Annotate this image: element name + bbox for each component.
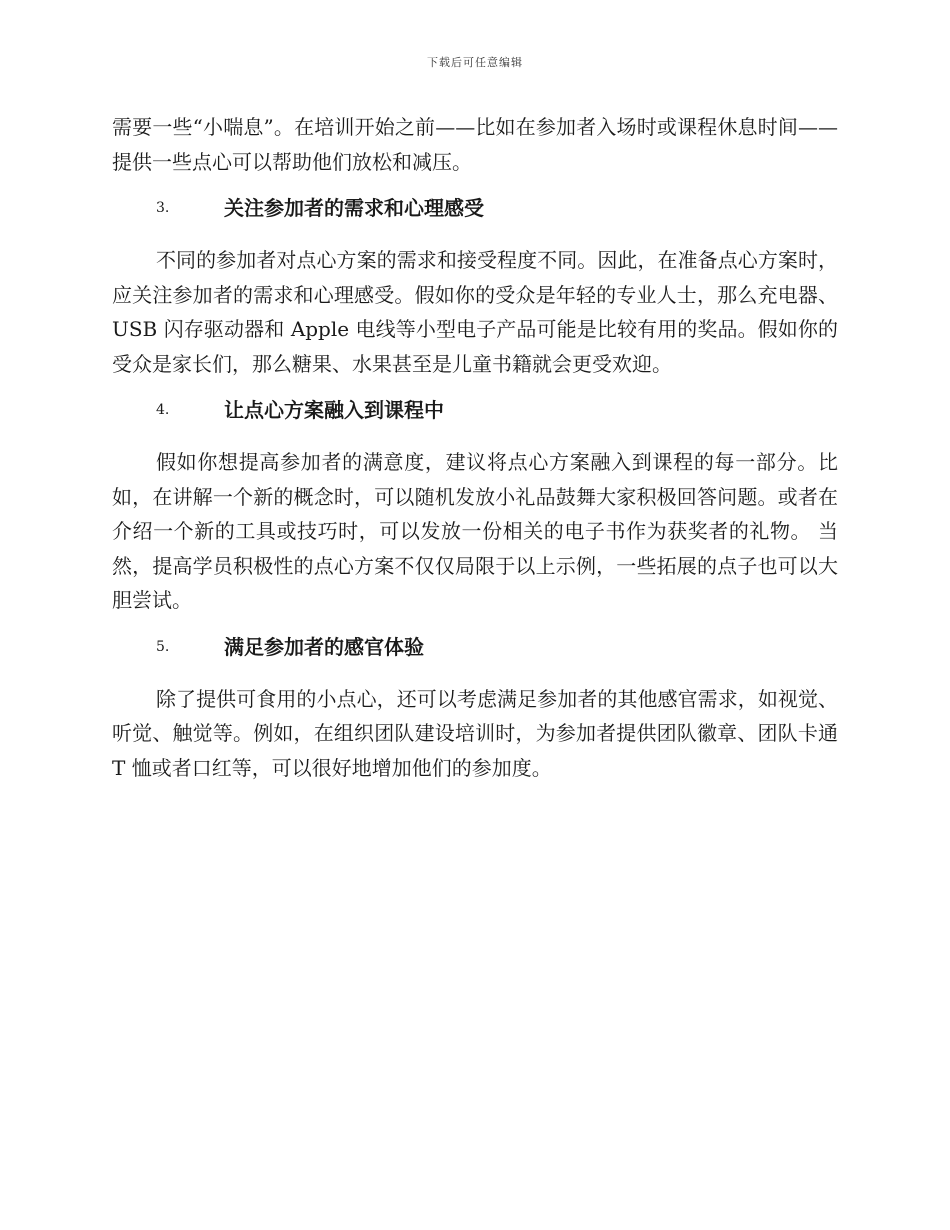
section-title: 让点心方案融入到课程中 xyxy=(224,398,444,422)
document-body xyxy=(112,110,838,785)
section-title: 满足参加者的感官体验 xyxy=(224,634,424,659)
section-title: 关注参加者的需求和心理感受 xyxy=(224,196,484,220)
section-heading-4 xyxy=(112,393,838,427)
paragraph-continuation: 需要一些“小喘息”。在培训开始之前——比如在参加者入场时或课程休息时间——提供一些点心可以帮助他们放松和减压。 xyxy=(112,115,838,174)
paragraph-section-4: 假如你想提高参加者的满意度，建议将点心方案融入到课程的每一部分。比如，在讲解一个新的概念时，可以随机发放小礼品鼓舞大家积极回答问题。或者在介绍一个新的工具或技巧时，可以发放一份相关的电子书作为获奖者的礼物。 当然，提高学员积极性的点心方案不仅仅局限于以上示例，一些拓展的点子也可以大胆尝试。 xyxy=(112,450,838,612)
page-header: 下载后可任意编辑 xyxy=(427,56,523,69)
section-heading-5 xyxy=(112,630,838,664)
paragraph-section-3: 不同的参加者对点心方案的需求和接受程度不同。因此，在准备点心方案时，应关注参加者的需求和心理感受。假如你的受众是年轻的专业人士，那么充电器、USB 闪存驱动器和 Apple 电线等小型电子产品可能是比较有用的奖品。假如你的受众是家长们，那么糖果、水果甚至是儿童书籍就会更受欢迎。 xyxy=(112,248,838,376)
section-number: 3. xyxy=(156,200,170,216)
section-number: 5. xyxy=(156,638,170,655)
paragraph-section-5: 除了提供可食用的小点心，还可以考虑满足参加者的其他感官需求，如视觉、听觉、触觉等。例如，在组织团队建设培训时，为参加者提供团队徽章、团队卡通 T 恤或者口红等，可以很好地增加他们的参加度。 xyxy=(112,686,838,780)
section-number: 4. xyxy=(156,402,170,418)
section-heading-3 xyxy=(112,191,838,225)
